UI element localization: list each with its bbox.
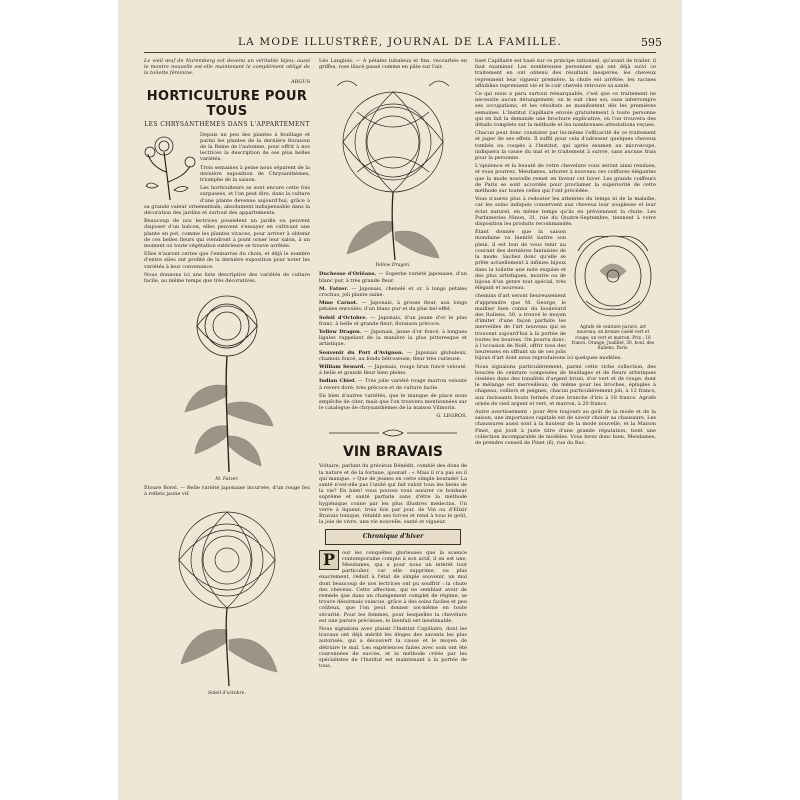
intro-signature: ARGUS [290,78,310,85]
section-title: HORTICULTURE POUR TOUS [146,88,308,119]
paragraph: Beaucoup de nos lectrices possèdent un jardin ou peuvent disposer d'un balcon, elles peuvent s'essayer en cultivant une plante en pot, comme les plantes vivaces, pour arriver à obtenir de ces belles fleurs qui viendront à point orner leur salon, à un moment où toute végétation extérieure se trouve arrêtée. [144,218,310,250]
buckle-caption: Agrafe de ceinture parure, art nouveau, en bronze ciselé vert et rouge; un vert et marron. Prix : 18 francs. Orange, Joaillier, 30, boul. des Italiens, Paris. [571,325,655,352]
paragraph: Depuis un peu des plantes à feuillage et parmi les plantes de la dernière floraison de la Reine de l'automne, pour offrir à nos lectrices la description de ses plus belles variétés. [200,131,310,163]
variety-text: — Très jolie variété rouge marron velouté à revers doré; très précoce et de culture facile. [319,378,467,391]
paragraph: Nous signalons particulièrement, parmi cette riche collection, des boucles de ceinture composées de feuillages et de fleurs artistiques ciselées dans des tonalités d'argent bruni, d'or vert et de rouge, dont le mélange est merveilleux; de même pour les broches, épingles à chapeau, colliers et peignes, chacun particulièrement joli, à 12 francs, aux ravissants bouts formés d'une branche d'iris à 18 francs. Agrafe ornée de vieil argent et vert, et marron, à 20 francs. [475,363,656,407]
variety-entry [319,329,467,348]
vin-bravais-title: VIN BRAVAIS [343,444,443,461]
variety-name: Soleil d'Octobre. [319,314,368,321]
variety-name: Mme Carnot. [319,300,358,307]
paragraph: Nous signalons avec plaisir l'Institut Capillaire, dont les travaux ont déjà mérité les éloges des savants les plus autorisés, qui a découvert la cause et le moyen de détruire le mal. Les expériences faites avec soin ont été couronnées de succès, et la méthode créée par les spécialistes de l'Institut est maintenant à la portée de tous. [319,625,467,670]
header-rule [144,52,656,53]
variety-name: M. Fatzer. [319,285,349,292]
variety-text: — Japonais, jaune d'or foncé, à longues ligules rappelant de la manière la plus pittoresque et artistique. [319,329,467,348]
paragraph: our les conquêtes glorieuses que la science contemporaine compte à son actif, il en est une, Mesdames, qui a pour nous un intérêt tout particulier, car elle supprime, ou plus exactement, réduit à l'état de simple souvenir, un mal dont beaucoup de nos lectrices ont pu souffrir : la chute des cheveux. Cette affection, qui ne semblait avoir de remède que dans un changement complet de régime, se trouve désormais vaincue, grâce à des soins faciles et peu coûteux, que l'on peut donner soi-même en toute sécurité. Pour les femmes, pour lesquelles la chevelure est une parure précieuse, le bienfait est inestimable. [319,549,467,624]
variety-name: Yellow Dragon. [319,329,362,336]
paragraph: chemins d'art seront heureusement d'apprendre que M. George, le maillier bien connu du boulevard des Italiens, 30, a trouvé le moyen d'imiter d'une façon parfaite les merveilles de l'art nouveau qui se trouvent aujourd'hui à la portée de toutes les bourses. On pourra donc, à l'occasion de Noël, offrir tous des heureuses en offrant un de ces jolis bijoux d'art dont nous reproduisons ici quelques modèles. [475,293,622,362]
chronique-banner [325,529,461,545]
paragraph: Autre avertissement : pour être toujours au goût de la mode et de la saison, une importance capitale est de savoir choisir sa chaussure. Les chaussures aussi sont à la hauteur de la mode nouvelle, et la Maison Pinet, qui jouit à juste titre d'une grande réputation, tient une collection incomparable de modèles. Vous ferez donc bien, Mesdames, de prendre conseil de Pinet (6), rue du Bac. [475,408,656,446]
paragraph: Ce qui nous a paru surtout remarquable, c'est que ce traitement ne nécessite aucun dérangement; on le suit chez soi, sans interrompre ses occupations, et les résultats se manifestent dès les premières semaines. L'Institut Capillaire envoie gratuitement à toute personne qui en fait la demande une brochure explicative, où l'on trouvera des détails complets sur la méthode et les nombreuses attestations reçues. [475,91,656,129]
variety-text: — Japonais globuleux, chamois foncé, au fonds bêtroseuse; fleur très curieuse. [319,349,467,362]
journal-page [118,0,682,800]
figure-caption: Yellow Dragon. [375,263,411,269]
variety-text: — Japonais, chenelé et or, à longs pétales crochus; joli plante saine. [319,285,467,299]
page-number: 595 [641,36,662,49]
paragraph: tiset Capillaire est basé sur ce principe rationnel, qu'avant de traiter, il faut examiner. Les nombreuses personnes qui ont déjà suivi ce traitement en ont obtenu des résultats inespérés; les cheveux reprennent leur vigueur première, la chute est arrêtée, les racines affaiblies reprennent vie et le cuir chevelu retrouve sa santé. [475,58,656,89]
section-subtitle: LES CHRYSANTHÈMES DANS L'APPARTEMENT [144,120,310,128]
chrysanthemum-fatzer-illustration [167,286,287,476]
variety-entry [319,300,467,312]
variety-entry [319,271,467,283]
variety-entry [319,364,467,376]
paragraph: Les horticulteurs se sont encore cette fois surpassés, et l'on peut dire, dans la culture d'une plante devenue aujourd'hui, grâce à sa grande valeur ornementale, absolument indispensable dans la décoration des jardins et surtout des appartements. [144,185,310,217]
variety-name: Souvenir du Port d'Avignon. [319,349,404,356]
chronique-title: Chronique d'hiver [362,532,424,540]
variety-text: — Japonais, à grosse fleur, aux longs pétales enroulés; d'un blanc pur et du plus bel effet. [319,300,467,313]
variety-text: — Superbe variété japonaise, d'un blanc pur, à très grande fleur. [319,271,467,284]
paragraph: Vous n'aurez plus à redouter les atteintes du temps ni de la maladie, car les soins indiqués conservent aux cheveux leur souplesse et leur éclat naturel, en même temps qu'ils en préviennent la chute. Les Parfumeries Ninon, 31, rue du Quatre-Septembre, tiennent à votre disposition les produits recommandés. [475,196,656,228]
variety-name: Duchesse d'Orléans. [319,271,377,278]
paragraph: Voltaire, parlant du précieux Bénédit, combié des dons de la nature et de la fortune, ajoutait : « Mais il n'a pas eu il qui manque. » Que de jeunes en cette simple boutade! La santé n'est-elle pas l'unité qui fait valoir tous les biens de la vie? En bien! vous pouvez vous assurer ce bonheur suprême et santé parfaite sans d'être la méthode hygiénique conne par les plus illustres médecins. Un verre à liqueur, trois fois par jour, de Vin ou d'Elixir Bravais tonique, rétablit ses forces et rend à tous le goût, la joie de vivre, une vie nouvelle, santé et vigueur. [319,463,467,526]
ornament-divider-icon [319,428,467,438]
variety-paragraph: Léo Langlois. — A pétales tubuleux et fins, recourbés en griffes, rose lilacé passé comme en pâte sur l'air. [319,58,467,71]
figure-caption: M. Fatzer. [215,477,239,483]
column-middle [319,58,467,778]
variety-text: — Japonais, d'un jaune d'or le plus franc, à belle et grande fleur; floraison précoce. [319,314,467,327]
variety-entry [319,378,467,390]
variety-entry [319,350,467,362]
variety-paragraph: Étoure Borel. — Belle variété japonaise incurvée, d'un rouge feu à reflets jaune vif. [144,485,310,498]
column-right [475,58,656,778]
variety-name: William Seward. [319,364,366,371]
paragraph: Elles n'auront certes que l'embarras du choix, et déjà le nombre d'entre elles ont profité de la dernière exposition pour noter les variétés à leur convenance. [144,251,310,270]
paragraph: En bien d'autres variétés, que le manque de place nous empêche de citer, mais que l'on trouvera mentionnées sur le catalogue de chrysanthèmes de la maison Vilmorin. [319,392,467,412]
buckle-inset [570,231,656,351]
art-nouveau-buckle-icon [570,231,656,321]
variety-name: Indian Chief. [319,378,356,385]
paragraph: L'opulence et la beauté de votre chevelure vous seront ainsi rendues, et vous pourrez, Mesdames, arborer à nouveau ces coiffures élégantes que la mode nouvelle remet en faveur cet hiver. Les grands coiffeurs de Paris se sont accordés pour proclamer la supériorité de cette méthode sur toutes celles qui l'ont précédée. [475,163,656,195]
intro-text: Le vieil œuf de Nuremberg est devenu un véritable bijou; aussi le montre nouvelle est-elle maintenant le complément obligé de la toilette féminine. [144,58,310,77]
chrysanthemum-soleil-illustration [157,500,297,690]
figure-caption: Soleil d'octobre. [208,690,246,696]
chrysanthemum-sprig-icon [144,132,196,202]
variety-text: — Japonais, rouge brun foncé velouté, à belle et grande fleur bien pleine. [319,364,467,377]
journal-title: LA MODE ILLUSTRÉE, JOURNAL DE LA FAMILLE. [237,36,563,48]
drop-cap: P [319,550,339,570]
article-signature: G. LEGROS. [436,413,467,420]
paragraph: Trois semaines à peine nous séparent de la dernière exposition de Chrysanthèmes, triomphe de la saison. [200,164,310,184]
paragraph: Nous donnons ici une liste descriptive des variétés de culture facile, au même temps que très décoratives. [144,271,310,285]
column-left [144,58,310,778]
page-header [118,36,682,50]
paragraph: Chacun peut donc constater par lui-même l'efficacité de ce traitement et juger de ses effets. Il suffit pour cela d'adresser quelques cheveux tombés ou coupés à l'Institut, qui après examen au microscope, indiquera la cause du mal et le traitement à suivre, sans aucuns frais pour la personne. [475,130,656,162]
paragraph: Étant donnée que la saison mondaine va bientôt battre son plein, il est bon de vous tenir au courant des dernières fantaisies de la mode. Sachez donc qu'elle se prête actuellement à infinies bijoux dans la toilette une note exquise et des plus artistiques, montre ou de bijoux d'un genre tout spécial, très élégant et nouveau. [475,229,566,292]
variety-entry [319,286,467,298]
chrysanthemum-yellow-dragon-illustration [323,72,463,262]
variety-entry [319,315,467,327]
